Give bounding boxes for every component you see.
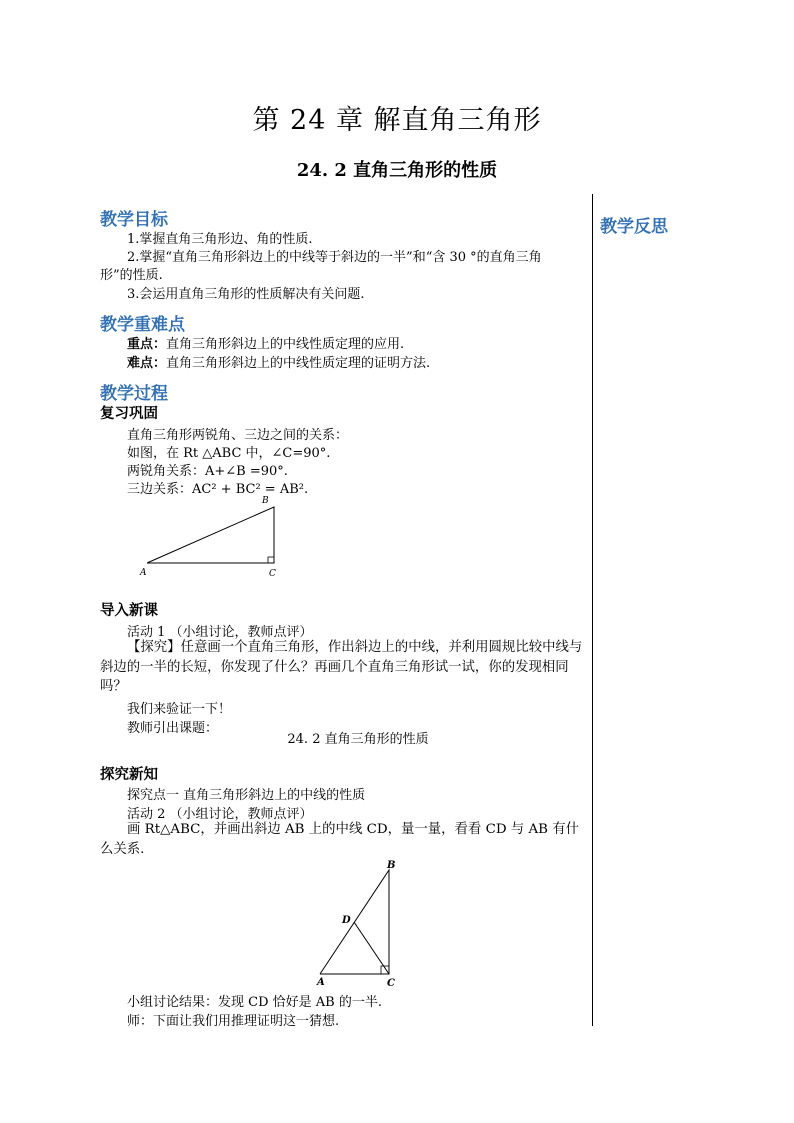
- label-a: A: [317, 977, 325, 988]
- objective-item-1: 1.掌握直角三角形边、角的性质.: [127, 232, 313, 247]
- objective-item-2-line-1: 2.掌握“直角三角形斜边上的中线等于斜边的一半”和“含 30 °的直角三角: [127, 250, 542, 265]
- objective-item-2-line-2: 形”的性质.: [100, 268, 163, 283]
- key-points-heading: 教学重难点: [100, 315, 185, 335]
- teacher-line: 教师引出课题：: [127, 721, 219, 736]
- key-text: 直角三角形斜边上的中线性质定理的应用.: [166, 337, 405, 352]
- right-angle-mark: [268, 557, 274, 563]
- key-label: 重点：: [127, 337, 167, 352]
- review-line-4: 三边关系：AC² + BC² = AB².: [127, 482, 309, 497]
- difficult-point-line: [127, 352, 430, 371]
- label-d: D: [342, 915, 351, 926]
- review-line-2: 如图，在 Rt △ABC 中，∠C=90°.: [127, 446, 331, 461]
- label-b: B: [262, 496, 269, 506]
- review-line-1: 直角三角形两锐角、三边之间的关系：: [127, 428, 349, 443]
- chapter-title: 第 24 章 解直角三角形: [252, 105, 542, 136]
- reflection-heading: 教学反思: [600, 217, 668, 237]
- column-divider: [592, 194, 593, 1026]
- triangle-abc-outline: [147, 507, 274, 563]
- key-point-line: [127, 333, 404, 352]
- explore-paragraph: 【探究】任意画一个直角三角形，作出斜边上的中线，并利用圆规比较中线与斜边的一半的长短，你发现了什么？再画几个直角三角形试一试，你的发现相同吗？: [100, 640, 583, 694]
- label-c: C: [269, 569, 276, 579]
- section-title: 24. 2 直角三角形的性质: [296, 160, 498, 181]
- process-heading: 教学过程: [100, 384, 168, 404]
- verify-line: 我们来验证一下！: [127, 702, 232, 717]
- label-c: C: [387, 978, 395, 989]
- point-1: 探究点一 直角三角形斜边上的中线的性质: [127, 788, 366, 803]
- difficult-text: 直角三角形斜边上的中线性质定理的证明方法.: [166, 356, 431, 371]
- result-line: 小组讨论结果：发现 CD 恰好是 AB 的一半.: [127, 995, 382, 1010]
- review-heading: 复习巩固: [100, 406, 158, 422]
- activity-1: 活动 1 （小组讨论，教师点评）: [127, 625, 313, 640]
- label-b: B: [387, 860, 396, 871]
- proof-line: 师：下面让我们用推理证明这一猜想.: [127, 1014, 340, 1029]
- draw-paragraph: 画 Rt△ABC，并画出斜边 AB 上的中线 CD，量一量，看看 CD 与 AB 有什么关系.: [100, 822, 580, 857]
- difficult-label: 难点：: [127, 356, 167, 371]
- new-knowledge-heading: 探究新知: [100, 767, 158, 783]
- label-a: A: [140, 568, 147, 578]
- triangle-figure-2: [310, 852, 400, 992]
- topic-line: 24. 2 直角三角形的性质: [287, 732, 429, 747]
- triangle-figure-1: [135, 490, 295, 582]
- objectives-heading: 教学目标: [100, 210, 168, 230]
- activity-2: 活动 2 （小组讨论，教师点评）: [127, 807, 313, 822]
- intro-heading: 导入新课: [100, 603, 158, 619]
- objective-item-3: 3.会运用直角三角形的性质解决有关问题.: [127, 287, 365, 302]
- review-line-3: 两锐角关系：A+∠B =90°.: [127, 464, 288, 479]
